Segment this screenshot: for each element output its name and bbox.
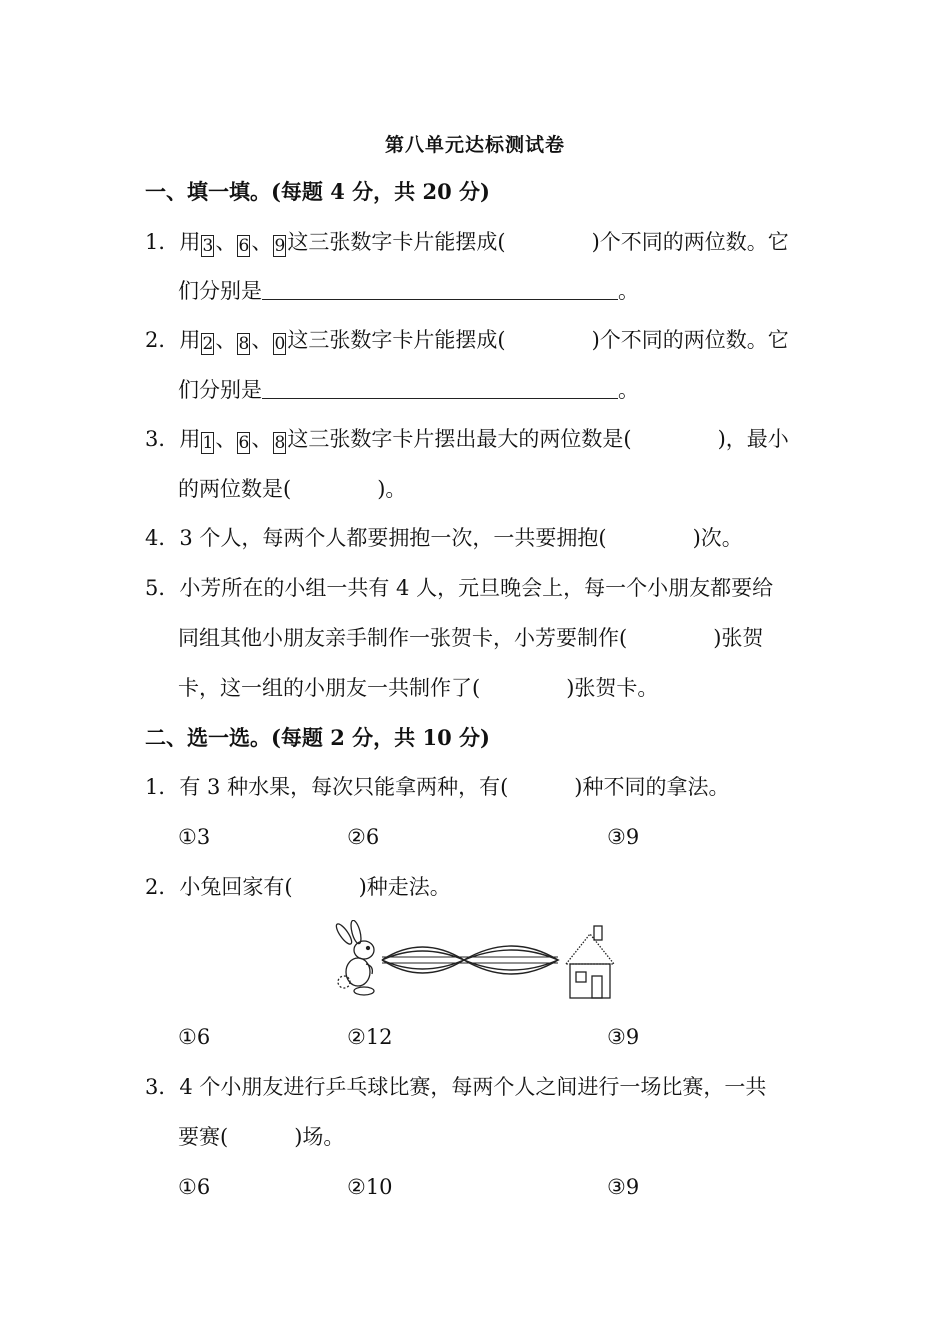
page-title: 第八单元达标测试卷 — [384, 134, 565, 156]
answer-underline[interactable] — [262, 277, 618, 300]
s1-question-2-line-2: 们分别是 。 — [178, 378, 639, 402]
rabbit-icon — [334, 920, 374, 995]
number-card: 0 — [274, 334, 286, 354]
option-3[interactable]: ③9 — [607, 1175, 640, 1199]
option-2[interactable]: ②6 — [347, 825, 380, 849]
number-card: 3 — [202, 236, 214, 256]
house-icon — [566, 926, 614, 998]
section-1-header: 一、填一填。(每题 4 分，共 20 分) — [145, 179, 490, 204]
number-card: 9 — [274, 236, 286, 256]
number-card: 8 — [274, 433, 286, 453]
option-1[interactable]: ①6 — [178, 1025, 211, 1049]
s1-question-3: 3．用 1、 6、 8这三张数字卡片摆出最大的两位数是( )，最小 — [145, 427, 789, 453]
s2-question-1: 1．有 3 种水果，每次只能拿两种，有( )种不同的拿法。 — [145, 775, 730, 799]
answer-underline[interactable] — [262, 376, 618, 399]
question-number: 2． — [145, 875, 180, 899]
question-number: 3． — [145, 427, 180, 451]
s2-question-3: 3．4 个小朋友进行乒乓球比赛，每两个人之间进行一场比赛，一共 — [145, 1075, 767, 1099]
number-card: 2 — [202, 334, 214, 354]
option-1[interactable]: ①3 — [178, 825, 211, 849]
s1-question-2: 2．用 2、 8、 0这三张数字卡片能摆成( )个不同的两位数。它 — [145, 328, 789, 354]
number-card: 1 — [202, 433, 214, 453]
s2-question-3-line-2: 要赛( )场。 — [178, 1125, 345, 1149]
question-number: 4． — [145, 526, 180, 550]
s2-question-2: 2．小兔回家有( )种走法。 — [145, 875, 451, 899]
option-3[interactable]: ③9 — [607, 825, 640, 849]
question-number: 1． — [145, 230, 180, 254]
s1-question-4: 4．3 个人，每两个人都要拥抱一次，一共要拥抱( )次。 — [145, 526, 743, 550]
option-2[interactable]: ②12 — [347, 1025, 393, 1049]
option-3[interactable]: ③9 — [607, 1025, 640, 1049]
question-number: 5． — [145, 576, 180, 600]
number-card: 6 — [238, 433, 250, 453]
question-number: 3． — [145, 1075, 180, 1099]
option-1[interactable]: ①6 — [178, 1175, 211, 1199]
number-card: 8 — [238, 334, 250, 354]
option-2[interactable]: ②10 — [347, 1175, 393, 1199]
s1-question-5: 5．小芳所在的小组一共有 4 人，元旦晚会上，每一个小朋友都要给 — [145, 576, 774, 600]
s1-question-5-line-2: 同组其他小朋友亲手制作一张贺卡，小芳要制作( )张贺 — [178, 626, 764, 650]
route-paths — [382, 946, 558, 974]
question-number: 1． — [145, 775, 180, 799]
s1-question-1-line-2: 们分别是 。 — [178, 279, 639, 303]
s1-question-1: 1．用 3、 6、 9这三张数字卡片能摆成( )个不同的两位数。它 — [145, 230, 789, 256]
number-card: 6 — [238, 236, 250, 256]
s1-question-3-line-2: 的两位数是( )。 — [178, 477, 407, 501]
section-2-header: 二、选一选。(每题 2 分，共 10 分) — [145, 725, 490, 750]
s1-question-5-line-3: 卡，这一组的小朋友一共制作了( )张贺卡。 — [178, 676, 659, 700]
question-number: 2． — [145, 328, 180, 352]
rabbit-route-illustration — [330, 920, 620, 1002]
